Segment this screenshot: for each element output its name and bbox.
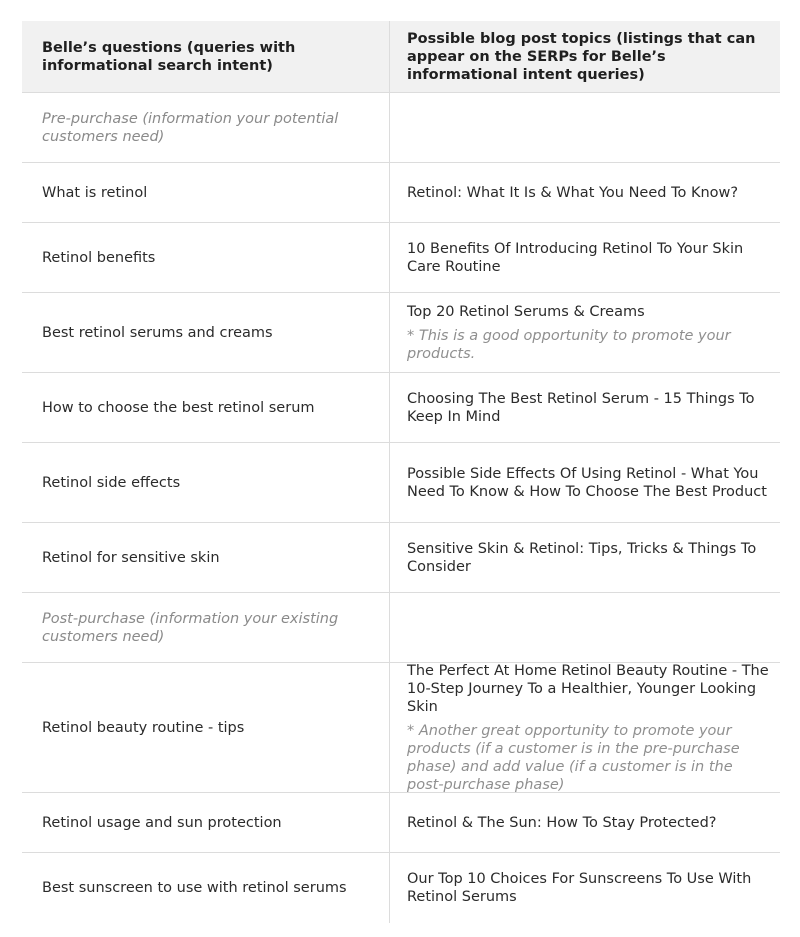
topic-cell: Retinol: What It Is & What You Need To Know? xyxy=(407,184,739,201)
table-row xyxy=(22,793,780,853)
phase-label: Pre-purchase (information your potential customers need) xyxy=(22,93,390,162)
question-cell: What is retinol xyxy=(22,163,390,222)
header-blog-topics: Possible blog post topics (listings that can appear on the SERPs for Belle’s informational intent queries) xyxy=(407,30,756,83)
header-questions: Belle’s questions (queries with informational search intent) xyxy=(22,21,390,92)
empty-cell xyxy=(390,93,780,162)
table-row xyxy=(22,163,780,223)
table-header-row xyxy=(22,21,780,93)
topic-note: * Another great opportunity to promote your products (if a customer is in the pre-purchase phase) and add value (if a customer is in the post-purchase phase) xyxy=(407,722,740,793)
topic-cell: Possible Side Effects Of Using Retinol - What You Need To Know & How To Choose The Best Product xyxy=(407,465,767,500)
topic-title: Top 20 Retinol Serums & Creams xyxy=(407,303,645,320)
topic-cell: 10 Benefits Of Introducing Retinol To Your Skin Care Routine xyxy=(407,240,744,275)
question-cell: Retinol usage and sun protection xyxy=(22,793,390,852)
question-cell: How to choose the best retinol serum xyxy=(22,373,390,442)
topic-cell: Retinol & The Sun: How To Stay Protected? xyxy=(407,814,717,831)
topic-cell xyxy=(390,293,780,372)
question-cell: Retinol for sensitive skin xyxy=(22,523,390,592)
table-row xyxy=(22,223,780,293)
table-row xyxy=(22,523,780,593)
topic-cell: Our Top 10 Choices For Sunscreens To Use With Retinol Serums xyxy=(407,871,752,905)
empty-cell xyxy=(390,593,780,662)
topic-cell: Choosing The Best Retinol Serum - 15 Things To Keep In Mind xyxy=(407,390,755,425)
topic-cell: Sensitive Skin & Retinol: Tips, Tricks & Things To Consider xyxy=(407,540,757,575)
question-cell: Retinol beauty routine - tips xyxy=(22,663,390,792)
table-row xyxy=(22,853,780,923)
table-row xyxy=(22,293,780,373)
question-cell: Best retinol serums and creams xyxy=(22,293,390,372)
table-row-phase-post-purchase xyxy=(22,593,780,663)
question-cell: Retinol side effects xyxy=(22,443,390,522)
table-row xyxy=(22,443,780,523)
table-row-phase-pre-purchase xyxy=(22,93,780,163)
topic-cell xyxy=(390,663,780,792)
topic-title: The Perfect At Home Retinol Beauty Routine - The 10-Step Journey To a Healthier, Younger Looking Skin xyxy=(407,662,769,715)
table-row xyxy=(22,373,780,443)
question-cell: Best sunscreen to use with retinol serums xyxy=(22,853,390,923)
question-cell: Retinol benefits xyxy=(22,223,390,292)
topic-note: * This is a good opportunity to promote your products. xyxy=(407,327,731,362)
table-row xyxy=(22,663,780,793)
content-table xyxy=(22,21,780,923)
phase-label: Post-purchase (information your existing customers need) xyxy=(22,593,390,662)
